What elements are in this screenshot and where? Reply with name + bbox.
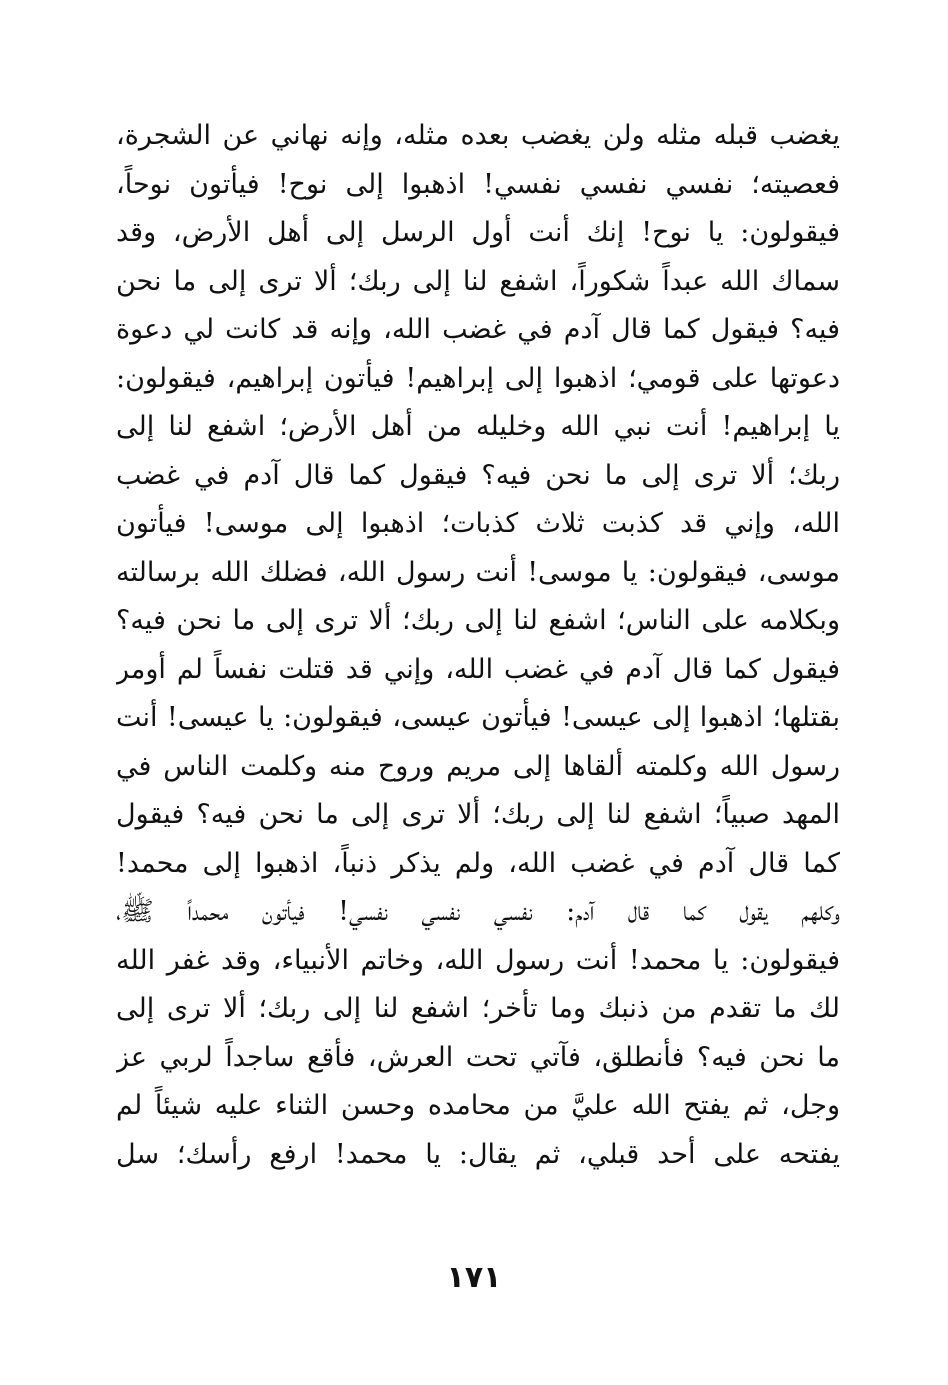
text-line: الله، وإني قد كذبت ثلاث كذبات؛ اذهبوا إلى موسى! فيأتون <box>116 508 840 539</box>
text-line: وبكلامه على الناس؛ اشفع لنا إلى ربك؛ ألا ترى إلى ما نحن فيه؟ <box>116 605 840 636</box>
text-line: فيه؟ فيقول كما قال آدم في غضب الله، وإنه قد كانت لي دعوة <box>116 314 840 345</box>
text-line: دعوتها على قومي؛ اذهبوا إلى إبراهيم! فيأتون إبراهيم، فيقولون: <box>116 362 840 394</box>
text-line: يغضب قبله مثله ولن يغضب بعده مثله، وإنه نهاني عن الشجرة، <box>116 120 840 151</box>
body-text <box>116 112 840 1179</box>
text-line: ما نحن فيه؟ فأنطلق، فآتي تحت العرش، فأقع ساجداً لربي عز <box>116 1041 840 1073</box>
text-line: فيقول كما قال آدم في غضب الله، وإني قد قتلت نفساً لم أومر <box>116 653 840 685</box>
text-line: فيقولون: يا نوح! إنك أنت أول الرسل إلى أهل الأرض، وقد <box>116 217 840 248</box>
text-line: كما قال آدم في غضب الله، ولم يذكر ذنباً، اذهبوا إلى محمد! <box>116 847 840 879</box>
text-line: رسول الله وكلمته ألقاها إلى مريم وروح منه وكلمت الناس في <box>116 750 840 782</box>
text-line: موسى، فيقولون: يا موسى! أنت رسول الله، فضلك الله برسالته <box>116 556 840 588</box>
text-line: وجل، ثم يفتح الله عليَّ من محامده وحسن الثناء عليه شيئاً لم <box>116 1090 840 1121</box>
text-line: لك ما تقدم من ذنبك وما تأخر؛ اشفع لنا إلى ربك؛ ألا ترى إلى <box>116 993 840 1024</box>
text-line: سماك الله عبداً شكوراً، اشفع لنا إلى ربك؛ ألا ترى إلى ما نحن <box>116 265 840 297</box>
text-line: يا إبراهيم! أنت نبي الله وخليله من أهل الأرض؛ اشفع لنا إلى <box>116 411 840 442</box>
text-line: بقتلها؛ اذهبوا إلى عيسى! فيأتون عيسى، فيقولون: يا عيسى! أنت <box>116 702 840 733</box>
text-line: ربك؛ ألا ترى إلى ما نحن فيه؟ فيقول كما قال آدم في غضب <box>116 459 840 491</box>
page-number: ١٧١ <box>446 1260 502 1295</box>
text-line: فعصيته؛ نفسي نفسي نفسي! اذهبوا إلى نوح! فيأتون نوحاً، <box>116 168 840 200</box>
text-line: يفتحه على أحد قبلي، ثم يقال: يا محمد! ارفع رأسك؛ سل <box>116 1138 840 1170</box>
text-line: وكلهم يقول كما قال آدم: نفسي نفسي نفسي! فيأتون محمداً ﷺ، <box>116 896 840 927</box>
text-line: فيقولون: يا محمد! أنت رسول الله، وخاتم الأنبياء، وقد غفر الله <box>116 944 840 976</box>
text-line: المهد صبياً؛ اشفع لنا إلى ربك؛ ألا ترى إلى ما نحن فيه؟ فيقول <box>116 799 840 830</box>
